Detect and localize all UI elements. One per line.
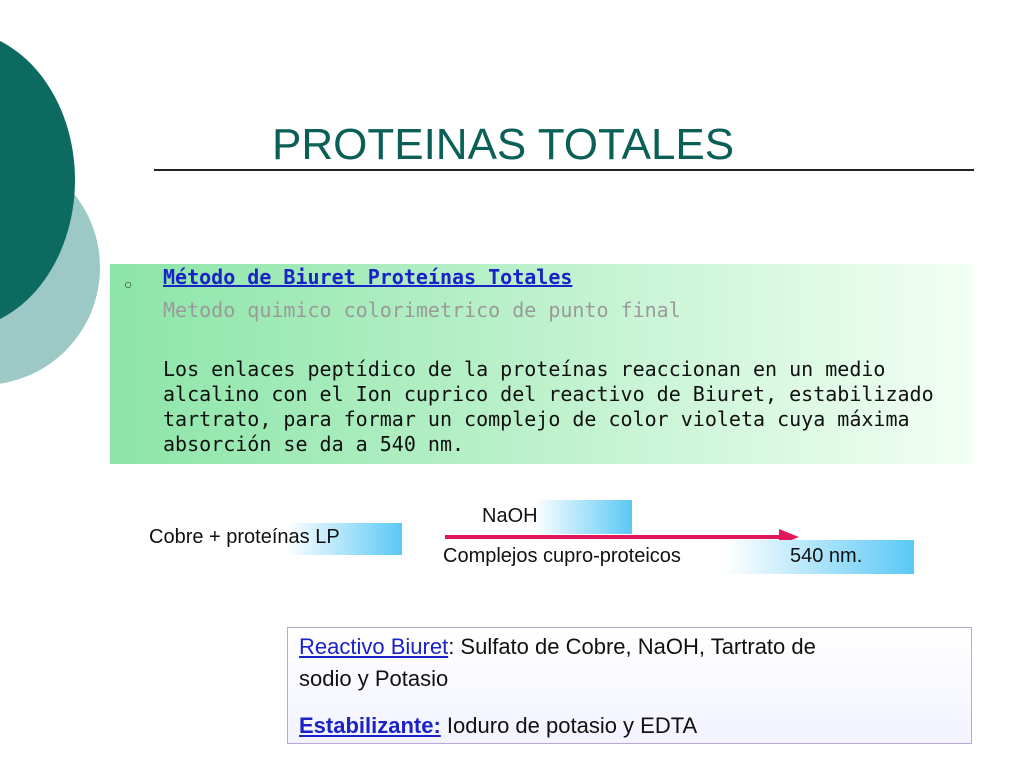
reagents-panel <box>287 627 972 744</box>
biuret-value-cont: sodio y Potasio <box>299 666 449 691</box>
biuret-line-2 <box>299 666 448 692</box>
product-box <box>438 540 914 574</box>
reactant-box <box>144 523 402 555</box>
reactant-label: Cobre + proteínas LP <box>149 526 340 548</box>
method-subheading: Metodo quimico colorimetrico de punto final <box>163 298 681 322</box>
title-underline <box>154 169 974 171</box>
stabilizer-key: Estabilizante: <box>299 713 441 738</box>
method-heading: Método de Biuret Proteínas Totales <box>163 265 573 289</box>
wavelength-label: 540 nm. <box>790 545 863 567</box>
biuret-value: : Sulfato de Cobre, NaOH, Tartrato de <box>448 634 816 659</box>
condition-label: NaOH <box>482 505 538 527</box>
biuret-key: Reactivo Biuret <box>299 634 449 659</box>
product-label: Complejos cupro-proteicos <box>443 545 681 567</box>
stabilizer-line <box>299 713 697 739</box>
stabilizer-value: Ioduro de potasio y EDTA <box>440 713 698 738</box>
slide-title: PROTEINAS TOTALES <box>272 120 735 169</box>
bullet-icon: ○ <box>124 276 133 292</box>
method-description: Los enlaces peptídico de la proteínas reaccionan en un medio alcalino con el Ion cuprico del reactivo de Biuret, estabilizado tartrato, para formar un complejo de color violeta cuya máxima absorción se da a 540 nm. <box>163 357 934 456</box>
biuret-line <box>299 634 816 660</box>
